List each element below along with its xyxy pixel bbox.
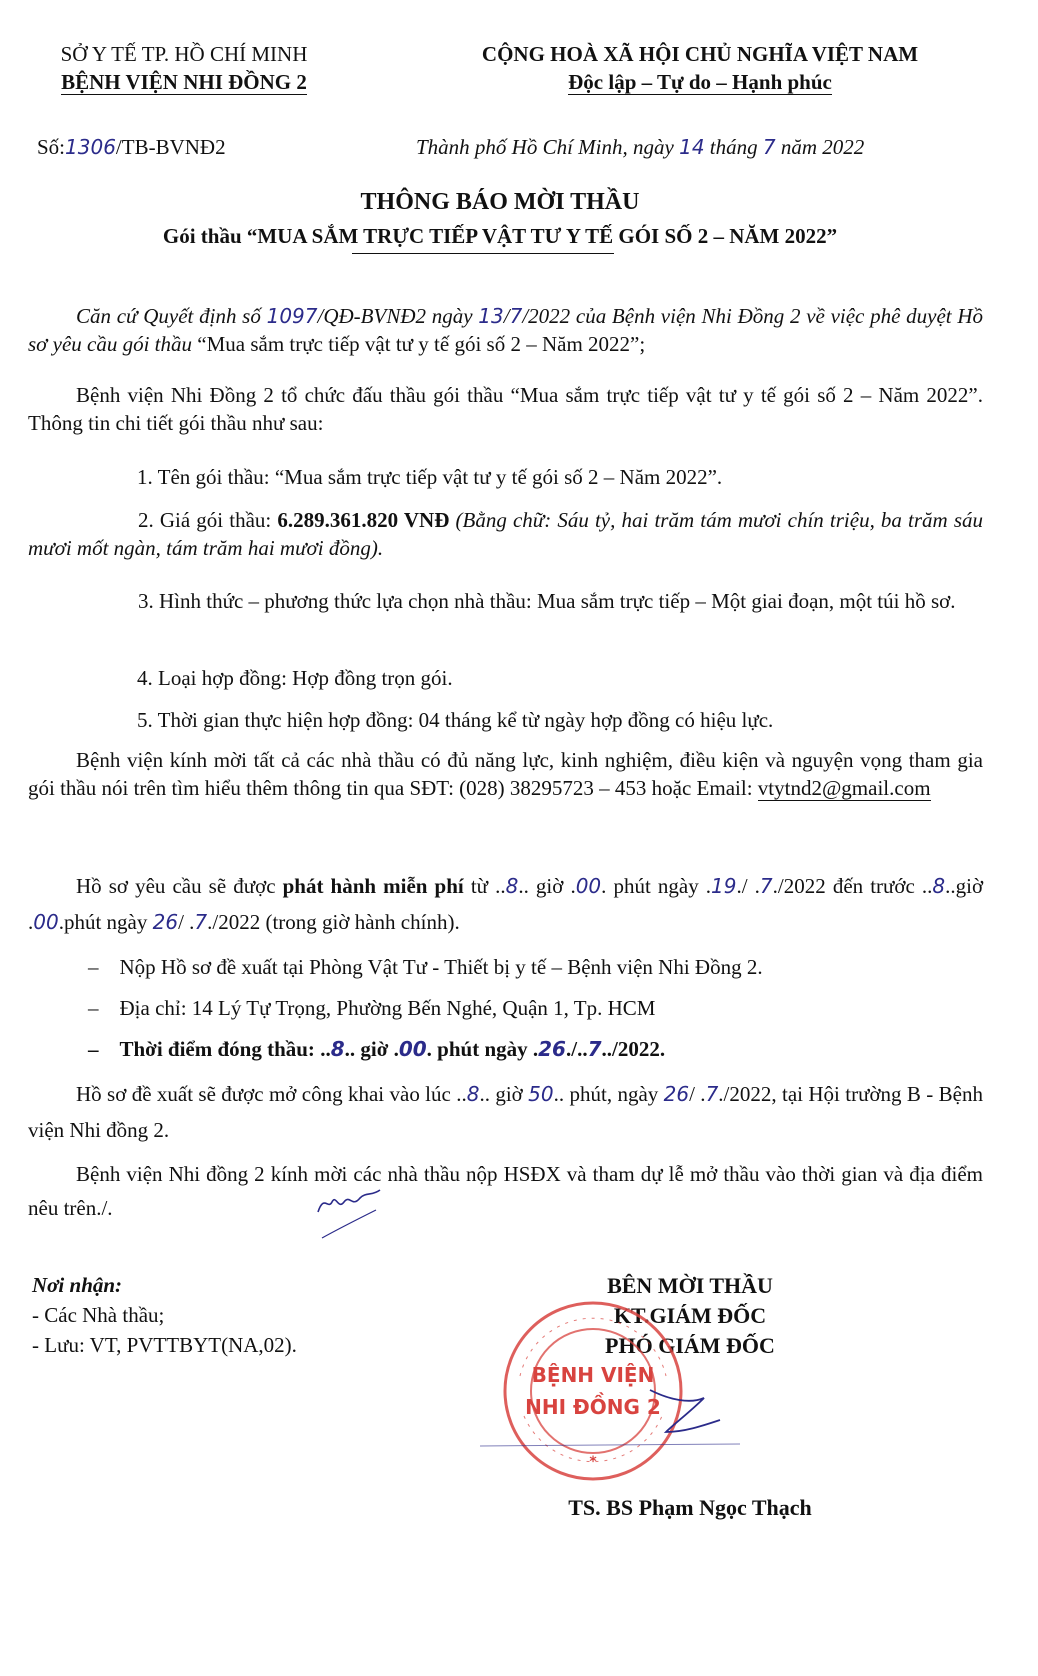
handwritten-number: 1306: [65, 135, 116, 159]
country-name: CỘNG HOÀ XÃ HỘI CHỦ NGHĨA VIỆT NAM: [481, 42, 919, 66]
national-motto: [380, 40, 1020, 96]
recipients-block: [32, 1270, 297, 1360]
contact-email: vtytnd2@gmail.com: [757, 776, 931, 800]
signer-role: BÊN MỜI THẦU: [607, 1273, 773, 1298]
item-contract-duration: 5. Thời gian thực hiện hợp đồng: 04 tháng kể từ ngày hợp đồng có hiệu lực.: [137, 708, 774, 732]
document-number: Số:1306/TB-BVNĐ2: [37, 135, 226, 159]
recipient-item: - Các Nhà thầu;: [32, 1303, 165, 1327]
hospital-name: BỆNH VIỆN NHI ĐỒNG 2: [61, 70, 307, 94]
issuing-authority: [14, 40, 354, 96]
svg-text:*: *: [589, 1454, 597, 1470]
document-subtitle: Gói thầu “MUA SẮM TRỰC TIẾP VẬT TƯ Y TẾ GÓI SỐ 2 – NĂM 2022”: [162, 224, 838, 248]
signature: [470, 1380, 750, 1460]
recipients-title: Nơi nhận:: [32, 1273, 123, 1297]
stamp-line: NHI ĐỒNG 2: [525, 1395, 661, 1419]
opening-paragraph: Hồ sơ đề xuất sẽ được mở công khai vào lúc ..8.. giờ 50.. phút, ngày 26/ .7./2022, tại Hội trường B - Bệnh viện Nhi đồng 2.: [28, 1082, 984, 1142]
issuance-paragraph: Hồ sơ yêu cầu sẽ được phát hành miễn phí từ ..8.. giờ .00. phút ngày .19./ .7./2022 đến trước ..8..giờ .00.phút ngày 26/ .7./2022 (trong giờ hành chính).: [28, 874, 984, 934]
legal-basis: Căn cứ Quyết định số 1097/QĐ-BVNĐ2 ngày 13/7/2022 của Bệnh viện Nhi Đồng 2 về việc phê duyệt Hồ sơ yêu cầu gói thầu “Mua sắm trực tiếp vật tư y tế gói số 2 – Năm 2022”;: [28, 304, 984, 356]
bullet-address: – Địa chỉ: 14 Lý Tự Trọng, Phường Bến Nghé, Quận 1, Tp. HCM: [88, 996, 656, 1020]
item-contract-type: 4. Loại hợp đồng: Hợp đồng trọn gói.: [137, 666, 453, 690]
authority-line: SỞ Y TẾ TP. HỒ CHÍ MINH: [60, 42, 308, 66]
recipient-item: - Lưu: VT, PVTTBYT(NA,02).: [32, 1333, 297, 1357]
intro-paragraph: Bệnh viện Nhi Đồng 2 tổ chức đấu thầu gói thầu “Mua sắm trực tiếp vật tư y tế gói số 2 – Năm 2022”. Thông tin chi tiết gói thầu như sau:: [28, 383, 983, 435]
item-package-name: 1. Tên gói thầu: “Mua sắm trực tiếp vật tư y tế gói số 2 – Năm 2022”.: [137, 465, 723, 489]
bullet-closing-time: – Thời điểm đóng thầu: ..8.. giờ .00. phút ngày .26./..7../2022.: [88, 1037, 666, 1061]
stamp-line: BỆNH VIỆN: [531, 1363, 655, 1387]
invitation-paragraph: Bệnh viện kính mời tất cả các nhà thầu có đủ năng lực, kinh nghiệm, điều kiện và nguyện vọng tham gia gói thầu nói trên tìm hiểu thêm thông tin qua SĐT: (028) 38295723 – 453 hoặc Email: vtytnd2@gmail.com: [28, 748, 983, 800]
closing-paragraph: Bệnh viện Nhi đồng 2 kính mời các nhà thầu nộp HSĐX và tham dự lễ mở thầu vào thời gian và địa điểm nêu trên./.: [28, 1162, 983, 1220]
bullet-submission-place: – Nộp Hồ sơ đề xuất tại Phòng Vật Tư - Thiết bị y tế – Bệnh viện Nhi Đồng 2.: [88, 955, 763, 979]
title-divider: [352, 253, 614, 254]
document-title: THÔNG BÁO MỜI THẦU: [360, 189, 640, 215]
signer-role: KT.GIÁM ĐỐC: [613, 1303, 767, 1328]
initials-signature: [310, 1180, 390, 1250]
motto: Độc lập – Tự do – Hạnh phúc: [568, 70, 832, 94]
item-selection-method: 3. Hình thức – phương thức lựa chọn nhà thầu: Mua sắm trực tiếp – Một giai đoạn, một túi hồ sơ.: [138, 589, 956, 613]
signer-role: PHÓ GIÁM ĐỐC: [605, 1333, 775, 1358]
document-date: Thành phố Hồ Chí Minh, ngày 14 tháng 7 năm 2022: [416, 135, 865, 159]
signer-name: TS. BS Phạm Ngọc Thạch: [568, 1495, 812, 1520]
item-package-price: 2. Giá gói thầu: 6.289.361.820 VNĐ (Bằng chữ: Sáu tỷ, hai trăm tám mươi chín triệu, ba trăm sáu mươi mốt ngàn, tám trăm hai mươi đồng).: [28, 508, 984, 560]
